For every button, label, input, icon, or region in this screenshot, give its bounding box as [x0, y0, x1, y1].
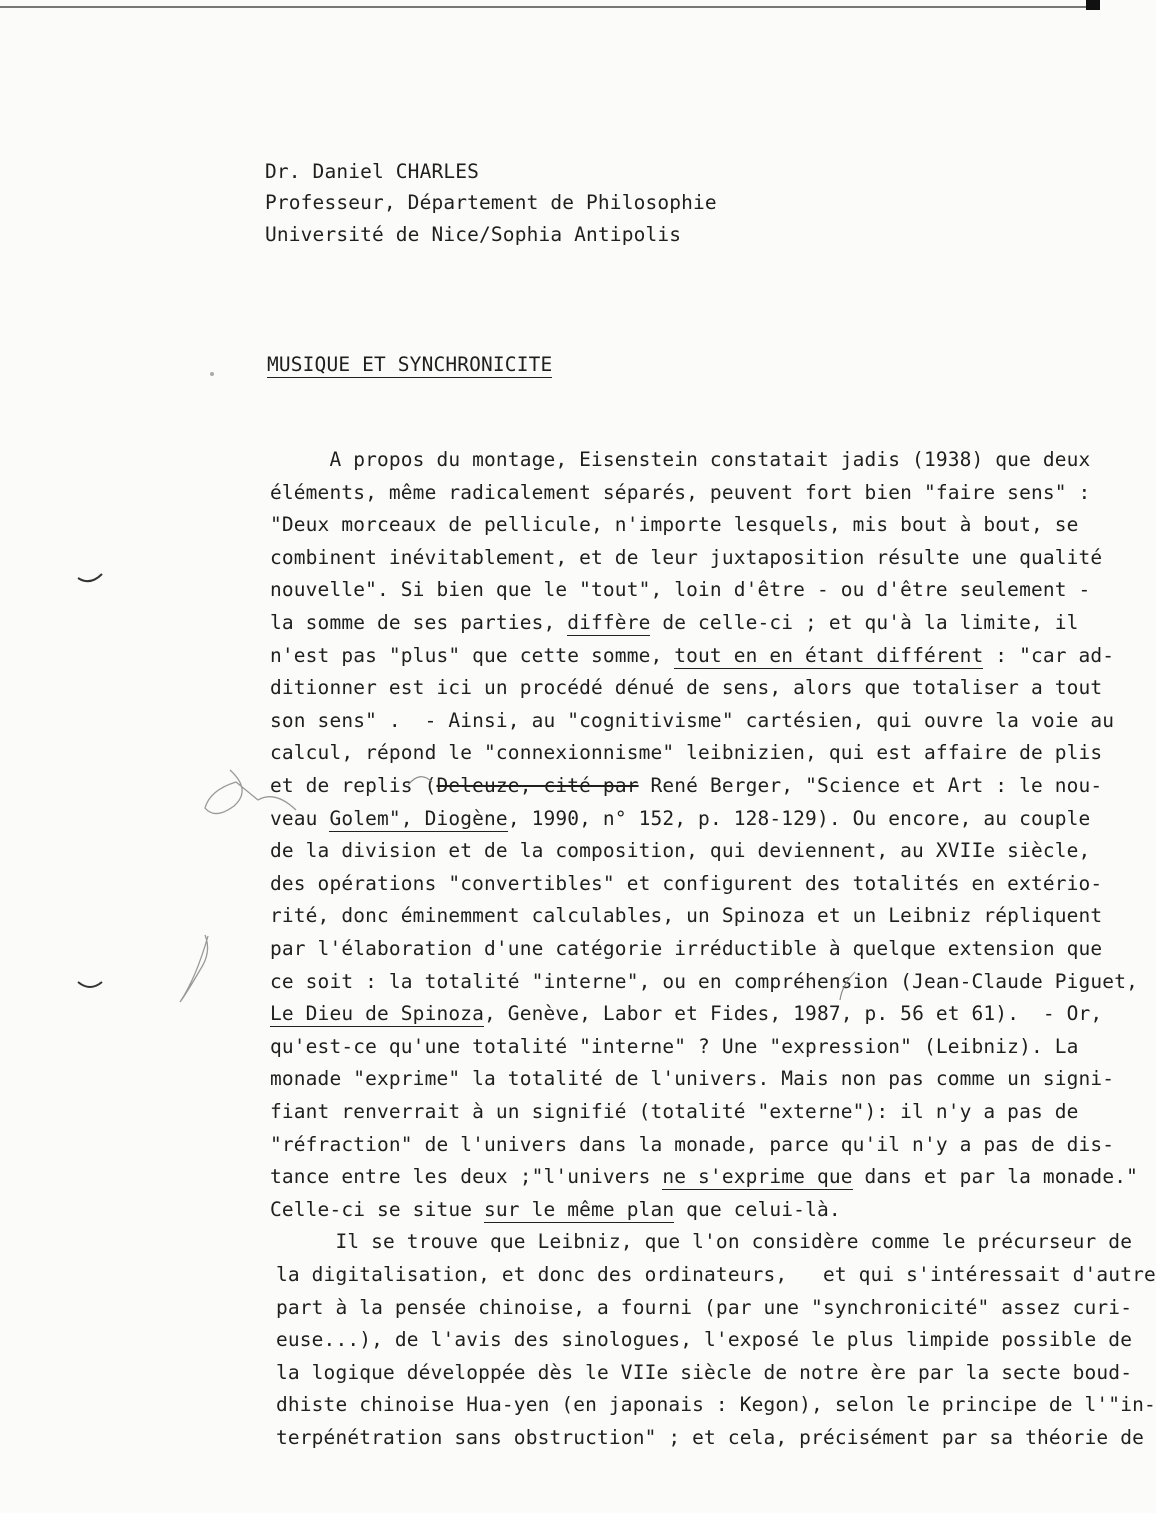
- body-line: [270, 1165, 1138, 1189]
- text-segment: part à la pensée chinoise, a fourni (par une "synchronicité" assez curi-: [276, 1295, 1133, 1319]
- body-line: [270, 872, 1102, 896]
- body-line: [276, 1230, 1132, 1254]
- body-line: [270, 839, 1090, 863]
- body-line: [270, 1067, 1114, 1091]
- text-segment: et de replis (: [270, 774, 437, 797]
- text-segment: ce soit : la totalité "interne", ou en compréhension (Jean-Claude Piguet,: [270, 969, 1138, 993]
- text-segment: A propos du montage, Eisenstein constatait jadis (1938) que deux: [270, 448, 1091, 471]
- text-segment: dans et par la monade.": [852, 1165, 1138, 1189]
- body-line: [270, 481, 1090, 505]
- text-segment: la somme de ses parties,: [270, 611, 568, 634]
- text-segment: "Deux morceaux de pellicule, n'importe lesquels, mis bout à bout, se: [270, 513, 1079, 537]
- text-segment: Celle-ci se situe: [270, 1197, 485, 1221]
- text-segment: que celui-là.: [674, 1197, 841, 1221]
- body-line: [276, 1328, 1132, 1352]
- struck-text: Deleuze, cité par: [436, 774, 639, 797]
- body-line: [270, 1100, 1079, 1124]
- text-segment: ditionner est ici un procédé dénué de sens, alors que totaliser a tout: [270, 676, 1103, 700]
- body-line: [270, 904, 1102, 928]
- text-segment: qu'est-ce qu'une totalité "interne" ? Une "expression" (Leibniz). La: [270, 1034, 1079, 1058]
- document-title-text: MUSIQUE ET SYNCHRONICITE: [267, 353, 553, 376]
- body-line: [270, 513, 1079, 537]
- document-title: [267, 353, 552, 377]
- text-segment: rité, donc éminemment calculables, un Spinoza et un Leibniz répliquent: [270, 904, 1103, 928]
- pencil-scribble-2: [180, 935, 208, 1002]
- text-segment: veau: [270, 806, 330, 830]
- body-line: [270, 1035, 1079, 1059]
- text-segment: de la division et de la composition, qui deviennent, au XVIIe siècle,: [270, 839, 1091, 863]
- author-institution: Université de Nice/Sophia Antipolis: [265, 223, 682, 246]
- text-segment: Il se trouve que Leibniz, que l'on considère comme le précurseur de: [276, 1230, 1133, 1254]
- page-corner-shadow: [1086, 0, 1100, 10]
- paper-speck: [210, 372, 214, 376]
- body-line: [276, 1263, 1156, 1287]
- body-line: [270, 448, 1090, 472]
- text-segment: son sens" . - Ainsi, au "cognitivisme" cartésien, qui ouvre la voie au: [270, 708, 1115, 732]
- underlined-text: tout en en étant différent: [674, 643, 984, 667]
- text-segment: dhiste chinoise Hua-yen (en japonais : Kegon), selon le principe de l'"in-: [276, 1393, 1156, 1417]
- text-segment: nouvelle". Si bien que le "tout", loin d'être - ou d'être seulement -: [270, 578, 1091, 602]
- body-line: [276, 1393, 1156, 1417]
- text-segment: , Genève, Labor et Fides, 1987, p. 56 et 61). - Or,: [484, 1002, 1103, 1026]
- body-line: [270, 1002, 1102, 1026]
- text-segment: calcul, répond le "connexionnisme" leibnizien, qui est affaire de plis: [270, 741, 1103, 765]
- body-line: [270, 774, 1102, 798]
- text-segment: René Berger, "Science et Art : le nou-: [638, 774, 1103, 797]
- body-line: [270, 807, 1090, 831]
- underlined-text: diffère: [567, 611, 651, 634]
- text-segment: , 1990, n° 152, p. 128-129). Ou encore, au couple: [507, 806, 1091, 830]
- author-position: Professeur, Département de Philosophie: [265, 191, 717, 214]
- text-segment: la digitalisation, et donc des ordinateurs, et qui s'intéressait d'autre: [276, 1263, 1156, 1286]
- text-segment: n'est pas "plus" que cette somme,: [270, 643, 675, 667]
- text-segment: la logique développée dès le VIIe siècle de notre ère par la secte boud-: [276, 1360, 1133, 1384]
- body-line: [276, 1426, 1144, 1450]
- author-name: Dr. Daniel CHARLES: [265, 160, 480, 183]
- body-line: [270, 611, 1079, 635]
- body-line: [270, 937, 1102, 961]
- body-line: [270, 546, 1102, 570]
- text-segment: : "car ad-: [983, 643, 1115, 667]
- text-segment: "réfraction" de l'univers dans la monade, parce qu'il n'y a pas de dis-: [270, 1132, 1115, 1156]
- body-line: [270, 1133, 1114, 1157]
- body-line: [270, 676, 1102, 700]
- text-segment: tance entre les deux ;"l'univers: [270, 1165, 663, 1189]
- body-line: [276, 1361, 1132, 1385]
- text-segment: euse...), de l'avis des sinologues, l'exposé le plus limpide possible de: [276, 1328, 1133, 1352]
- underlined-text: sur le même plan: [484, 1197, 675, 1221]
- text-segment: de celle-ci ; et qu'à la limite, il: [650, 611, 1079, 634]
- margin-tick-mark-1: [78, 574, 102, 581]
- margin-tick-mark-2: [78, 982, 102, 987]
- underlined-text: Le Dieu de Spinoza: [270, 1002, 485, 1026]
- body-line: [270, 644, 1114, 668]
- body-line: [270, 970, 1138, 994]
- body-line: [270, 578, 1090, 602]
- text-segment: combinent inévitablement, et de leur juxtaposition résulte une qualité: [270, 545, 1103, 569]
- body-line: [276, 1296, 1132, 1320]
- page-top-edge: [0, 6, 1100, 8]
- text-segment: éléments, même radicalement séparés, peuvent fort bien "faire sens" :: [270, 480, 1091, 504]
- body-line: [270, 709, 1114, 733]
- text-segment: monade "exprime" la totalité de l'univers. Mais non pas comme un signi-: [270, 1067, 1115, 1091]
- text-segment: des opérations "convertibles" et configurent des totalités en extério-: [270, 871, 1103, 895]
- text-segment: fiant renverrait à un signifié (totalité "externe"): il n'y a pas de: [270, 1100, 1079, 1123]
- underlined-text: ne s'exprime que: [662, 1165, 853, 1189]
- underlined-text: Golem", Diogène: [329, 806, 508, 830]
- text-segment: terpénétration sans obstruction" ; et cela, précisément par sa théorie de: [276, 1426, 1144, 1449]
- body-line: [270, 1198, 841, 1222]
- text-segment: par l'élaboration d'une catégorie irréductible à quelque extension que: [270, 937, 1103, 960]
- body-line: [270, 741, 1102, 765]
